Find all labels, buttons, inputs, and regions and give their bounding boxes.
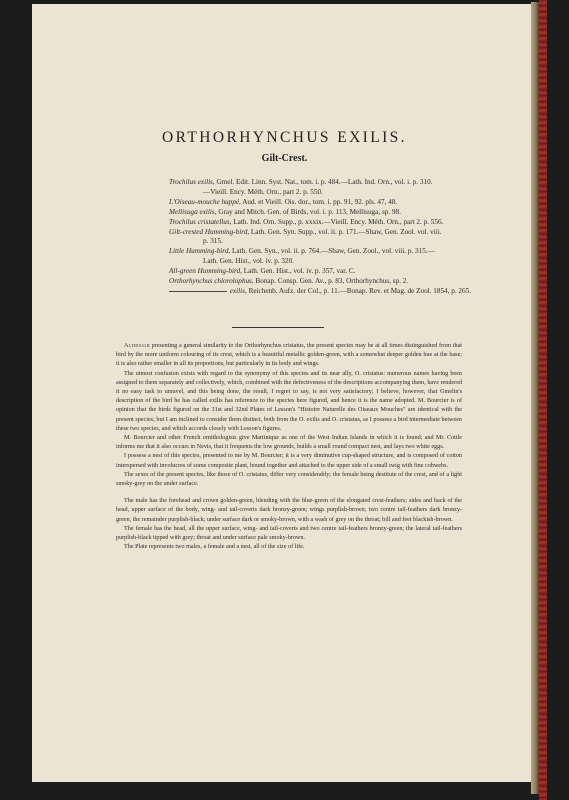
ditto-dash	[169, 291, 227, 292]
book-edge-binding	[539, 0, 547, 800]
paragraph: M. Bourcier and other French ornithologists give Martinique as one of the West Indian Islands in which it is found; and Mr. Cottle informs me that it also occurs in Nevis, that it frequents the low grounds, builds a small round compact nest, and lays two white eggs.	[116, 435, 462, 451]
paragraph: The utmost confusion exists with regard to the synonymy of this species and its near ally, O. cristatus: numerous names having been assigned to them separately and collectively, which, combined with the defectiveness of the descriptions accompanying them, have rendered it no easy task to unravel, and this being done, the result, I regret to say, is not very satisfactory; I believe, however, that Gmelin's description of the bird he has called exilis has reference to the species here figured, and hence it is the name adopted. M. Bourcier is of opinion that the birds figured on the 31st and 32nd Plates of Lesson's "Histoire Naturelle des Oiseaux Mouches" are identical with the present species; but I am inclined to consider them distinct, both from the O. exilis and O. cristatus, as I possess a bird intermediate between these two species, and which accords closely with Lesson's figures.	[116, 370, 462, 432]
synonymy-entry: Mellisuga exilis, Gray and Mitch. Gen. of Birds, vol. i. p. 113, Mellisuga, sp. 98.	[169, 207, 401, 216]
synonymy-entry: Trochilus cristatellus, Lath. Ind. Orn. Supp., p. xxxix.—Vieill. Ency. Méth. Orn., part 2. p. 556.	[169, 217, 444, 226]
paragraph: The female has the head, all the upper surface, wing- and tail-coverts and two centre tail-feathers bronzy-green; the lateral tail-feathers purplish-black tipped with grey; throat and under surface pale smoky-brown.	[116, 525, 462, 542]
page-title: ORTHORHYNCHUS EXILIS.	[162, 129, 407, 146]
synonymy-entry: L'Oiseau-mouche huppé, Aud. et Vieill. Ois. dor., tom. i. pp. 91, 92. pls. 47, 48.	[169, 197, 398, 206]
paragraph: The sexes of the present species, like those of O. cristatus, differ very considerably; the female being destitute of the crest, and of a light smoky-grey on the under surface.	[116, 471, 462, 488]
paragraph: I possess a nest of this species, presented to me by M. Bourcier; it is a very diminutive cup-shaped structure, and is composed of cotton interspersed with involucres of some composite plant, bound together and attached to the upper side of a small twig with fine cobwebs.	[116, 453, 462, 469]
synonymy-entry: Gilt-crested Humming-bird, Lath. Gen. Syn. Supp., vol. ii. p. 171.—Shaw, Gen. Zool. vol. viii. p. 315.	[169, 227, 442, 246]
book-gutter	[531, 2, 539, 794]
synonymy-entry: All-green Humming-bird, Lath. Gen. Hist., vol. iv. p. 357, var. C.	[169, 267, 356, 276]
synonymy-entry: Little Humming-bird, Lath. Gen. Syn., vol. ii. p. 764.—Shaw, Gen. Zool., vol. viii. p. 315.— Lath. Gen. Hist., vol. iv. p. 320.	[169, 247, 435, 266]
page-subtitle: Gilt-Crest.	[261, 153, 308, 164]
synonymy-entry: Orthorhynchus chlorolophus, Bonap. Consp. Gen. Av., p. 83, Orthorhynchus, sp. 2.	[169, 277, 409, 286]
paragraph: The Plate represents two males, a female and a nest, all of the size of life.	[124, 544, 305, 551]
synonymy-list	[169, 178, 479, 297]
body-text	[116, 342, 462, 552]
synonymy-entry: Trochilus exilis, Gmel. Edit. Linn. Syst. Nat., tom. i. p. 484.—Lath. Ind. Orn., vol. i. p. 310. —Vieill. Ency. Méth. Orn., part 2. p. 550.	[169, 178, 433, 196]
paragraph: Although presenting a general similarity to the Orthorhynchus cristatus, the present species may be at all times distinguished from that bird by the more uniform colouring of its crest, which is a beautiful metallic golden-green, with a somewhat deeper golden hue at the base; it is also rather smaller in all its proportions, but particularly in its body and wings.	[116, 343, 462, 368]
synonymy-entry: exilis, Reichenb. Aufz. der Col., p. 11.—Bonap. Rev. et Mag. de Zool. 1854, p. 265.	[169, 287, 479, 297]
paragraph: The male has the forehead and crown golden-green, blending with the blue-green of the elongated crest-feathers; sides and back of the head, upper surface of the body, wing- and tail-coverts dark bronzy-green; wings purplish-brown; two centre tail-feathers dark bronzy-green, the remainder purplish-black; under surface dark or smoky-brown, with a wash of grey on the throat; bill and feet blackish-brown.	[116, 498, 462, 523]
section-divider	[232, 327, 324, 328]
